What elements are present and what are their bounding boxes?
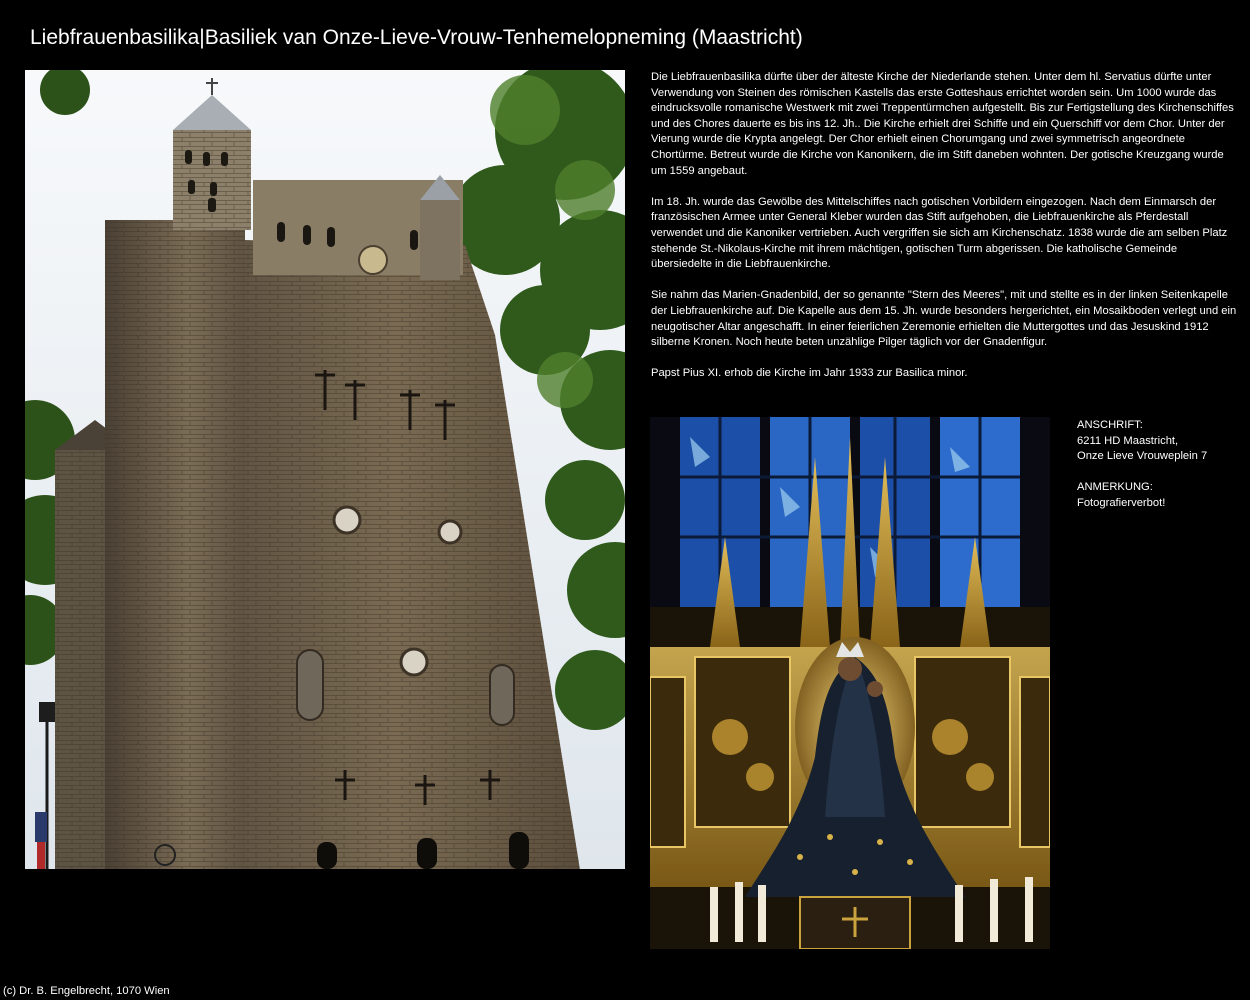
description-paragraph: Sie nahm das Marien-Gnadenbild, der so genannte "Stern des Meeres", mit und stellte es in der linken Seitenkapelle der Liebfrauenkirche auf. Die Kapelle aus dem 15. Jh. wurde besonders hergerichtet, ein Mosaikboden verlegt und ein neugotischer Altar angeschafft. In einer feierlichen Zeremonie erhielten die Muttergottes und das Jesuskind 1912 silberne Kronen. Noch heute beten unzählige Pilger täglich vor der Gnadenfigur. xyxy=(651,289,1237,349)
address-line-street: Onze Lieve Vrouweplein 7 xyxy=(1077,450,1208,463)
address-spacer xyxy=(1077,465,1245,481)
church-description xyxy=(651,70,1239,397)
note-heading: ANMERKUNG: xyxy=(1077,481,1153,494)
page-title: Liebfrauenbasilika|Basiliek van Onze-Lieve-Vrouw-Tenhemelopneming (Maastricht) xyxy=(30,26,803,49)
church-tower-photo xyxy=(25,70,625,869)
madonna-altar-photo xyxy=(650,417,1050,949)
note-text: Fotografierverbot! xyxy=(1077,496,1166,509)
address-heading: ANSCHRIFT: xyxy=(1077,419,1143,431)
description-paragraph: Im 18. Jh. wurde das Gewölbe des Mittelschiffes nach gotischen Vorbildern eingezogen. Nach dem Einmarsch der französischen Armee unter General Kleber wurden das Stift aufgehoben, die Liebfrauenkirche als Pferdestall verwendet und die Kanoniker vertrieben. Auch vergriffen sie sich am Kirchenschatz. 1838 wurde die am selben Platz stehende St.-Nikolaus-Kirche mit ihrem mächtigen, gotischen Turm abgerissen. Die katholische Gemeinde übersiedelte in die Liebfrauenkirche. xyxy=(651,195,1228,271)
description-paragraph: Die Liebfrauenbasilika dürfte über der älteste Kirche der Niederlande stehen. Unter dem hl. Servatius dürfte unter Verwendung von Steinen des römischen Kastells das erste Gotteshaus errichtet worden sein. Um 1000 wurde das eindrucksvolle romanische Westwerk mit zwei Treppentürmchen aufgestellt. Bis zur Fertigstellung des Kirchenschiffes und des Chores dauerte es bis ins 12. Jh.. Die Kirche erhielt drei Schiffe und ein Querschiff vor dem Chor. Unter der Vierung wurde die Krypta angelegt. Der Chor erhielt einen Chorumgang und zwei symmetrisch angeordnete Chortürme. Betreut wurde die Kirche von Kanonikern, die im Stift daneben wohnten. Der gotische Kreuzgang wurde um 1559 angebaut. xyxy=(651,71,1234,177)
copyright-notice: (c) Dr. B. Engelbrecht, 1070 Wien xyxy=(3,985,170,997)
address-block xyxy=(1077,418,1245,512)
address-line-city: 6211 HD Maastricht, xyxy=(1077,434,1179,447)
description-paragraph: Papst Pius XI. erhob die Kirche im Jahr 1933 zur Basilica minor. xyxy=(651,367,968,380)
